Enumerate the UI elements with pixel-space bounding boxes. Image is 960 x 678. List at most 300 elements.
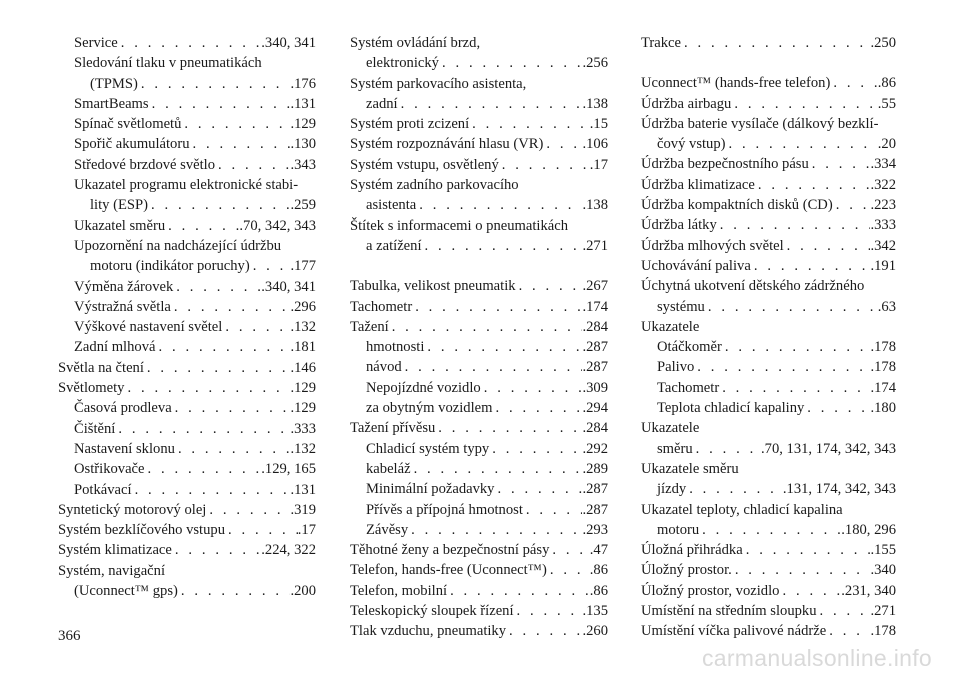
index-entry <box>641 236 896 256</box>
entry-line <box>350 500 608 520</box>
page-reference: .309 <box>582 379 608 396</box>
entry-term: Tachometr <box>350 298 413 315</box>
index-entry <box>350 33 608 74</box>
dot-leader <box>172 540 261 560</box>
dot-leader <box>686 479 783 499</box>
index-subentry <box>350 357 608 377</box>
dot-leader <box>190 134 291 154</box>
entry-term: Ukazatele směru <box>641 460 739 477</box>
entry-term: jízdy <box>657 481 687 498</box>
index-subentry <box>641 357 896 377</box>
entry-term: Uchovávání paliva <box>641 257 751 274</box>
entry-term: motoru <box>657 521 700 538</box>
entry-term: Údržba kompaktních disků (CD) <box>641 197 833 214</box>
entry-term: Ukazatele <box>641 318 700 335</box>
entry-line <box>641 73 896 93</box>
entry-term: Systém proti zcizení <box>350 116 470 133</box>
dot-leader <box>148 195 290 215</box>
entry-term: Přívěs a přípojná hmotnost <box>366 501 523 518</box>
entry-line <box>641 317 896 337</box>
entry-term: Údržba klimatizace <box>641 176 755 193</box>
index-subentry <box>641 337 896 357</box>
entry-line <box>58 216 316 236</box>
dot-leader <box>145 459 262 479</box>
entry-line <box>58 175 316 195</box>
index-subentry <box>58 317 316 337</box>
entry-line <box>350 479 608 499</box>
dot-leader <box>726 134 878 154</box>
index-subentry <box>350 500 608 520</box>
entry-term: Tažení přívěsu <box>350 420 436 437</box>
index-entry <box>350 74 608 115</box>
page-reference: .342 <box>870 237 896 254</box>
entry-term: Teplota chladicí kapaliny <box>657 400 805 417</box>
entry-term: Úložný prostor, vozidlo <box>641 582 780 599</box>
page-reference: .178 <box>870 623 896 640</box>
index-entry <box>641 317 896 337</box>
dot-leader <box>469 114 590 134</box>
page-reference: .174 <box>582 298 608 315</box>
dot-leader <box>516 276 583 296</box>
page-reference: .132 <box>290 319 316 336</box>
dot-leader <box>514 601 583 621</box>
dot-leader <box>492 398 582 418</box>
page-reference: .177 <box>290 258 316 275</box>
page-reference: .176 <box>290 75 316 92</box>
entry-term: Výměna žárovek <box>74 278 174 295</box>
page-reference: .340, 341 <box>261 278 316 295</box>
entry-term: Uconnect™ (hands-free telefon) <box>641 75 831 92</box>
dot-leader <box>447 581 590 601</box>
entry-term: Zadní mlhová <box>74 339 156 356</box>
index-entry <box>641 500 896 541</box>
entry-term: směru <box>657 440 693 457</box>
entry-line <box>350 540 608 560</box>
index-subentry <box>58 94 316 114</box>
index-subentry <box>350 439 608 459</box>
page-reference: .319 <box>290 501 316 518</box>
entry-term: Minimální požadavky <box>366 481 495 498</box>
entry-line <box>641 540 896 560</box>
entry-line <box>350 317 608 337</box>
dot-leader <box>694 357 870 377</box>
entry-line <box>350 297 608 317</box>
entry-line <box>641 276 896 296</box>
dot-leader <box>717 215 871 235</box>
index-subentry <box>58 216 316 236</box>
entry-term: Sledování tlaku v pneumatikách <box>74 55 262 72</box>
entry-line <box>58 236 316 256</box>
dot-leader <box>732 560 871 580</box>
entry-term: zadní <box>366 95 398 112</box>
entry-line <box>350 94 608 114</box>
dot-leader <box>389 317 583 337</box>
page-reference: .146 <box>290 359 316 376</box>
index-entry <box>350 418 608 438</box>
page-reference: .15 <box>589 116 608 133</box>
page-reference: .180 <box>870 400 896 417</box>
dot-leader <box>250 256 291 276</box>
dot-leader <box>809 154 871 174</box>
page-reference: .284 <box>582 420 608 437</box>
dot-leader <box>543 134 582 154</box>
page-reference: .86 <box>589 562 608 579</box>
page-reference: .334 <box>870 156 896 173</box>
page-reference: .178 <box>870 359 896 376</box>
index-entry <box>350 621 608 641</box>
entry-line <box>58 561 316 581</box>
entry-line <box>58 439 316 459</box>
entry-line <box>58 581 316 601</box>
section-gap <box>350 256 608 276</box>
index-subentry <box>58 277 316 297</box>
index-entry <box>641 621 896 641</box>
entry-line <box>350 195 608 215</box>
entry-term: Potkávací <box>74 481 132 498</box>
index-entry <box>350 540 608 560</box>
entry-line <box>350 621 608 641</box>
dot-leader <box>408 520 582 540</box>
dot-leader <box>699 520 841 540</box>
dot-leader <box>173 277 261 297</box>
dot-leader <box>412 297 582 317</box>
entry-line <box>350 53 608 73</box>
page-reference: .293 <box>582 521 608 538</box>
entry-line <box>350 560 608 580</box>
entry-line <box>58 500 316 520</box>
page-reference: .155 <box>870 542 896 559</box>
entry-term: Těhotné ženy a bezpečnostní pásy <box>350 542 550 559</box>
dot-leader <box>705 297 878 317</box>
dot-leader <box>411 459 583 479</box>
entry-line <box>641 134 896 154</box>
index-entry <box>350 581 608 601</box>
entry-term: Závěsy <box>366 521 409 538</box>
index-entry <box>641 256 896 276</box>
entry-line <box>350 337 608 357</box>
dot-leader <box>144 358 291 378</box>
dot-leader <box>416 195 582 215</box>
entry-term: Tažení <box>350 318 389 335</box>
page-reference: .70, 342, 343 <box>239 217 316 234</box>
entry-line <box>58 317 316 337</box>
index-column-3 <box>641 33 896 642</box>
index-subentry <box>350 337 608 357</box>
index-entry <box>350 276 608 296</box>
page-reference: .292 <box>582 440 608 457</box>
entry-term: Upozornění na nadcházející údržbu <box>74 237 282 254</box>
page-reference: .287 <box>582 339 608 356</box>
index-column-1 <box>58 33 316 601</box>
index-subentry <box>58 33 316 53</box>
page-reference: .178 <box>870 339 896 356</box>
entry-term: Systém bezklíčového vstupu <box>58 522 225 539</box>
index-subentry <box>58 53 316 94</box>
dot-leader <box>206 500 290 520</box>
entry-line <box>641 357 896 377</box>
entry-term: a zatížení <box>366 237 422 254</box>
index-entry <box>641 418 896 459</box>
dot-leader <box>547 560 590 580</box>
entry-line <box>641 459 896 479</box>
entry-line <box>350 33 608 53</box>
entry-term: Telefon, mobilní <box>350 582 448 599</box>
entry-term: Výškové nastavení světel <box>74 319 223 336</box>
page-reference: .287 <box>582 481 608 498</box>
entry-line <box>641 520 896 540</box>
entry-line <box>58 337 316 357</box>
entry-line <box>641 94 896 114</box>
page-reference: .129 <box>290 116 316 133</box>
index-subentry <box>350 378 608 398</box>
entry-term: Úložná přihrádka <box>641 542 743 559</box>
entry-term: návod <box>366 359 402 376</box>
entry-term: Středové brzdové světlo <box>74 156 216 173</box>
page-reference: .132 <box>290 440 316 457</box>
entry-line <box>641 560 896 580</box>
dot-leader <box>222 317 290 337</box>
entry-line <box>58 277 316 297</box>
page-reference: .271 <box>582 237 608 254</box>
page-reference: .129, 165 <box>261 461 316 478</box>
entry-line <box>641 256 896 276</box>
entry-term: lity (ESP) <box>90 197 148 214</box>
entry-term: Úchytná ukotvení dětského zádržného <box>641 278 865 295</box>
entry-line <box>641 114 896 134</box>
entry-line <box>350 236 608 256</box>
entry-line <box>350 601 608 621</box>
dot-leader <box>132 480 291 500</box>
entry-term: Údržba baterie vysílače (dálkový bezklí- <box>641 115 879 132</box>
page-reference: .259 <box>290 197 316 214</box>
entry-line <box>350 276 608 296</box>
entry-term: Úložný prostor. <box>641 562 732 579</box>
entry-term: Systém, navigační <box>58 562 166 579</box>
index-subentry <box>350 459 608 479</box>
entry-term: Telefon, hands-free (Uconnect™) <box>350 562 547 579</box>
entry-term: Systém ovládání brzd, <box>350 35 481 51</box>
page-reference: .70, 131, 174, 342, 343 <box>761 440 896 457</box>
entry-term: Čištění <box>74 420 116 437</box>
entry-term: Světla na čtení <box>58 359 144 376</box>
entry-line <box>641 621 896 641</box>
dot-leader <box>817 601 871 621</box>
index-subentry <box>58 114 316 134</box>
entry-line <box>641 398 896 418</box>
entry-term: Systém zadního parkovacího <box>350 177 519 194</box>
index-entry <box>350 134 608 154</box>
page-reference: .250 <box>870 35 896 51</box>
entry-line <box>58 398 316 418</box>
entry-term: za obytným vozidlem <box>366 400 493 417</box>
entry-line <box>641 297 896 317</box>
entry-line <box>350 439 608 459</box>
page-reference: .191 <box>870 257 896 274</box>
index-subentry <box>350 520 608 540</box>
entry-line <box>350 114 608 134</box>
entry-term: Ukazatel směru <box>74 217 166 234</box>
page-reference: .47 <box>589 542 608 559</box>
index-subentry <box>58 459 316 479</box>
page-reference: .129 <box>290 380 316 397</box>
entry-line <box>350 459 608 479</box>
entry-term: Chladicí systém typy <box>366 440 490 457</box>
dot-leader <box>481 378 583 398</box>
dot-leader <box>155 337 290 357</box>
entry-term: hmotnosti <box>366 339 425 356</box>
index-entry <box>58 378 316 398</box>
index-entry <box>641 581 896 601</box>
entry-line <box>641 581 896 601</box>
entry-term: kabeláž <box>366 460 411 477</box>
entry-term: Údržba bezpečnostního pásu <box>641 156 809 173</box>
entry-line <box>58 520 316 540</box>
index-subentry <box>58 398 316 418</box>
page-reference: .287 <box>582 359 608 376</box>
index-entry <box>350 175 608 216</box>
dot-leader <box>833 195 871 215</box>
entry-term: Palivo <box>657 359 695 376</box>
entry-line <box>641 215 896 235</box>
entry-term: Systém klimatizace <box>58 542 172 559</box>
page-reference: .106 <box>582 136 608 153</box>
page-reference: .287 <box>582 501 608 518</box>
dot-leader <box>506 621 582 641</box>
page-reference: .138 <box>582 197 608 214</box>
index-subentry <box>641 398 896 418</box>
entry-term: Údržba mlhových světel <box>641 237 784 254</box>
page-reference: .17 <box>297 522 316 539</box>
index-subentry <box>58 155 316 175</box>
page-reference: .333 <box>290 420 316 437</box>
dot-leader <box>181 114 290 134</box>
entry-line <box>58 195 316 215</box>
index-entry <box>641 459 896 500</box>
dot-leader <box>171 297 291 317</box>
index-entry <box>58 561 316 602</box>
entry-term: Umístění víčka palivové nádrže <box>641 623 827 640</box>
index-entry <box>350 297 608 317</box>
index-entry <box>58 520 316 540</box>
index-entry <box>350 216 608 257</box>
page-reference: .267 <box>582 278 608 295</box>
entry-term: systému <box>657 298 705 315</box>
index-entry <box>58 358 316 378</box>
entry-term: Světlomety <box>58 380 125 397</box>
page-reference: .17 <box>589 156 608 173</box>
dot-leader <box>784 236 871 256</box>
page-reference: .130 <box>290 136 316 153</box>
page-reference: .129 <box>290 400 316 417</box>
entry-line <box>350 216 608 236</box>
entry-line <box>58 540 316 560</box>
entry-line <box>58 155 316 175</box>
entry-term: Spínač světlometů <box>74 116 182 133</box>
index-entry <box>641 175 896 195</box>
entry-term: Trakce <box>641 35 681 51</box>
dot-leader <box>826 621 870 641</box>
index-entry <box>58 540 316 560</box>
entry-line <box>641 479 896 499</box>
index-entry <box>641 33 896 53</box>
entry-term: Časová prodleva <box>74 400 172 417</box>
entry-line <box>58 74 316 94</box>
page-reference: .271 <box>870 603 896 620</box>
dot-leader <box>424 337 582 357</box>
page-reference: .223 <box>870 197 896 214</box>
index-entry <box>641 540 896 560</box>
dot-leader <box>731 94 877 114</box>
entry-line <box>350 520 608 540</box>
page-reference: .135 <box>582 603 608 620</box>
dot-leader <box>523 500 583 520</box>
index-subentry <box>641 378 896 398</box>
dot-leader <box>178 581 291 601</box>
dot-leader <box>175 439 291 459</box>
page-reference: .200 <box>290 583 316 600</box>
page-reference: .180, 296 <box>841 521 896 538</box>
entry-term: Syntetický motorový olej <box>58 501 207 518</box>
page-reference: .231, 340 <box>841 582 896 599</box>
dot-leader <box>549 540 589 560</box>
dot-leader <box>118 33 262 53</box>
page-reference: .296 <box>290 298 316 315</box>
entry-term: Štítek s informacemi o pneumatikách <box>350 217 569 234</box>
entry-line <box>58 480 316 500</box>
entry-term: Umístění na středním sloupku <box>641 603 817 620</box>
entry-term: Tlak vzduchu, pneumatiky <box>350 623 507 640</box>
dot-leader <box>804 398 870 418</box>
entry-term: Údržba látky <box>641 217 717 234</box>
entry-term: Tabulka, velikost pneumatik <box>350 278 516 295</box>
entry-line <box>350 74 608 94</box>
dot-leader <box>439 53 583 73</box>
entry-line <box>350 418 608 438</box>
index-subentry <box>58 297 316 317</box>
entry-line <box>641 236 896 256</box>
entry-term: SmartBeams <box>74 95 149 112</box>
index-subentry <box>58 337 316 357</box>
index-subentry <box>58 134 316 154</box>
entry-line <box>350 134 608 154</box>
page-reference: .181 <box>290 339 316 356</box>
entry-line <box>58 53 316 73</box>
index-entry <box>350 601 608 621</box>
dot-leader <box>422 236 583 256</box>
index-subentry <box>58 175 316 216</box>
index-entry <box>641 560 896 580</box>
entry-line <box>350 581 608 601</box>
entry-line <box>58 378 316 398</box>
page-reference: .294 <box>582 400 608 417</box>
entry-line <box>58 33 316 53</box>
page-reference: .289 <box>582 460 608 477</box>
dot-leader <box>172 398 291 418</box>
dot-leader <box>115 419 290 439</box>
page-reference: .256 <box>582 55 608 72</box>
entry-line <box>350 155 608 175</box>
entry-term: Ostřikovače <box>74 461 145 478</box>
page-reference: .138 <box>582 95 608 112</box>
page-reference: .343 <box>290 156 316 173</box>
entry-term: Otáčkoměr <box>657 339 722 356</box>
entry-term: (Uconnect™ gps) <box>74 583 178 600</box>
entry-term: čový vstup) <box>657 136 726 153</box>
entry-line <box>58 114 316 134</box>
dot-leader <box>225 520 298 540</box>
index-subentry <box>350 479 608 499</box>
page-reference: .340, 341 <box>261 35 316 51</box>
